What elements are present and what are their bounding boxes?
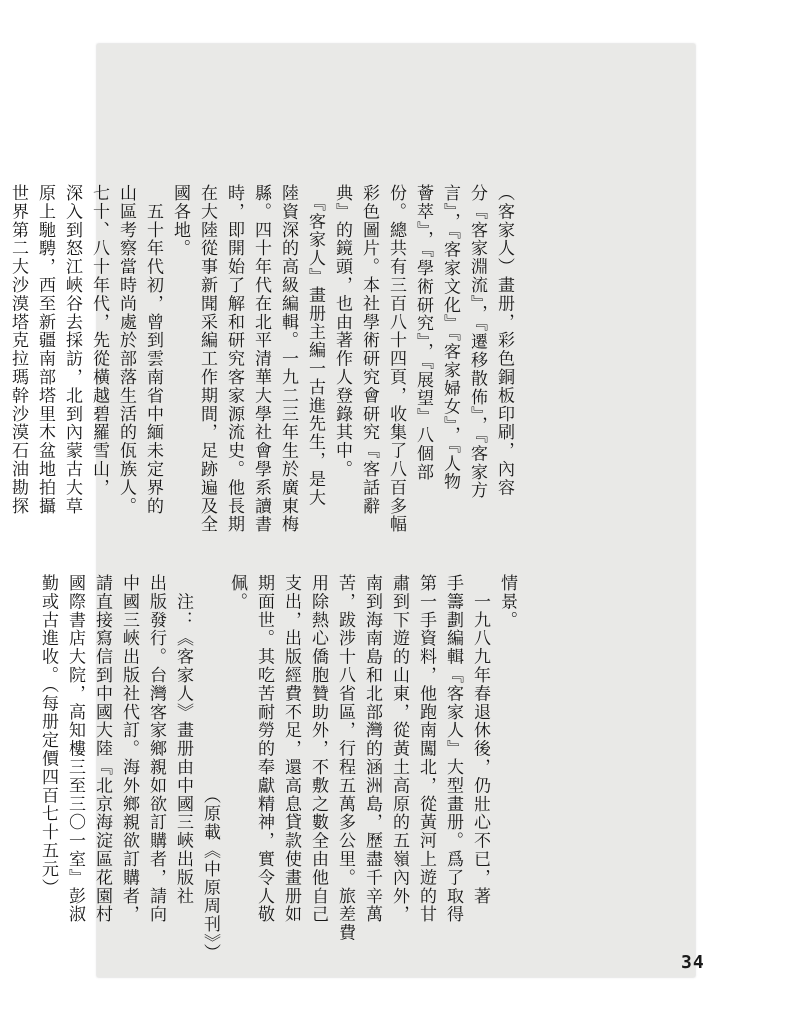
text-column: 深入到怒江峽谷去採訪，北到內蒙古大草: [62, 184, 82, 516]
text-column: 請直接寫信到中國大陸『北京海淀區花園村: [92, 574, 112, 924]
page-number: 34: [681, 952, 705, 973]
text-column: 出版發行。台灣客家鄉親如欲訂購者，請向: [146, 574, 166, 924]
text-column: 國際書店大院，高知樓三至三〇一室』彭淑: [65, 574, 85, 924]
text-column: 佩。: [227, 574, 247, 611]
text-column: 彩色圖片。本社學術研究會研究『客話辭: [359, 184, 379, 516]
text-column: 勤或古進收。（每册定價四百七十五元）: [38, 574, 58, 897]
text-column: 時，即開始了解和研究客家源流史。他長期: [224, 184, 244, 534]
text-column: 苦，跋涉十八省區，行程五萬多公里。旅差費: [335, 574, 355, 942]
text-column: 中國三峽出版社代訂。海外鄉親欲訂購者，: [119, 574, 139, 924]
text-column: 用除熱心僑胞贊助外，不敷之數全由他自己: [308, 574, 328, 924]
text-column: 七十、八十年代，先從橫越碧羅雪山，: [89, 184, 109, 497]
text-column: 世界第二大沙漠塔克拉瑪幹沙漠石油勘探: [8, 184, 28, 516]
text-column: （客家人）畫册，彩色銅板印刷，內容: [494, 184, 514, 497]
text-column: 在大陸從事新聞采編工作期間，足跡遍及全: [197, 184, 217, 534]
text-column: 原上馳騁，西至新疆南部塔里木盆地拍攝: [35, 184, 55, 516]
text-column: （原載《中原周刊》）: [200, 574, 220, 962]
text-column: 典』的鏡頭，也由著作人登錄其中。: [332, 184, 352, 479]
text-column: 支出，出版經費不足，還高息貸款使畫册如: [281, 574, 301, 924]
bottom-text-block: [34, 574, 520, 962]
top-text-block: [4, 184, 517, 554]
text-column: 陸資深的高級編輯。一九二三年生於廣東梅: [278, 184, 298, 534]
text-column: 注：《客家人》畫册由中國三峽出版社: [173, 574, 193, 906]
text-column: 一九八九年春退休後，仍壯心不已，著: [470, 574, 490, 906]
text-column: 第一手資料，他跑南闖北，從黃河上遊的甘: [416, 574, 436, 924]
text-column: 期面世。其吃苦耐勞的奉獻精神，實令人敬: [254, 574, 274, 924]
text-column: 縣。四十年代在北平清華大學社會學系讀書: [251, 184, 271, 534]
text-column: 份。總共有三百八十四頁，收集了八百多幅: [386, 184, 406, 534]
text-column: 薈萃』，『學術研究』，『展望』八個部: [413, 184, 433, 482]
text-column: 分『客家淵流』，『遷移散佈』，『客家方: [467, 184, 487, 500]
text-column: 情景。: [497, 574, 517, 630]
text-column: 山區考察當時尚處於部落生活的佤族人。: [116, 184, 136, 516]
book-page: [8, 44, 705, 977]
text-column: 言』，『客家文化』『客家婦女』，『人物: [440, 184, 460, 492]
text-column: 手籌劃編輯『客家人』大型畫册。爲了取得: [443, 574, 463, 924]
text-column: 『客家人』畫册主編一古進先生，是大: [305, 184, 325, 507]
text-column: 國各地。: [170, 184, 190, 258]
text-column: 南到海南島和北部灣的涵洲島，歷盡千辛萬: [362, 574, 382, 924]
text-column: 肅到下遊的山東，從黃土高原的五嶺內外，: [389, 574, 409, 924]
text-column: 五十年代初，曾到雲南省中緬未定界的: [143, 184, 163, 516]
